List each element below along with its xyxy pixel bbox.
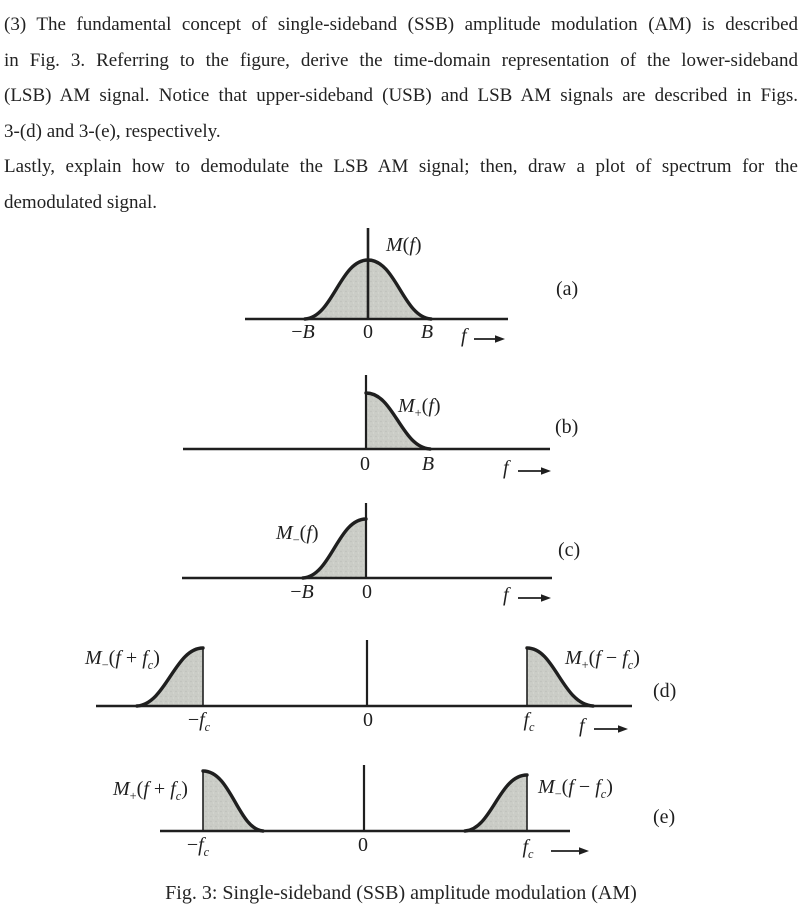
panel-e-tick-fc: $f_c$ (522, 836, 534, 861)
panel-a-tick-zero: 0 (363, 321, 373, 343)
panel-d-axis-label: f (579, 715, 585, 737)
problem-text-line: in Fig. 3. Referring to the figure, derive the time-domain representation of the lower-sideband (4, 49, 798, 71)
panel-e-right-curve-label: $M_-(f - f_c)$ (538, 776, 613, 801)
panel-a-axis-label: f (461, 325, 467, 347)
panel-e-left-curve-label: $M_+(f + f_c)$ (113, 778, 188, 803)
panel-e-tag: (e) (653, 806, 676, 828)
problem-text-line: Lastly, explain how to demodulate the LSB AM signal; then, draw a plot of spectrum for the (4, 156, 798, 178)
panel-d-tick-minus-fc: $-f_c$ (187, 709, 211, 734)
panel-d-axis-arrow-icon (594, 725, 628, 733)
panel-a-curve-label: M(f) (386, 234, 422, 256)
panel-b-axis-label: f (503, 457, 509, 479)
panel-d-tick-zero: 0 (363, 709, 373, 731)
panel-c-axis-label: f (503, 584, 509, 606)
panel-c-tick-minus-b: −B (290, 581, 314, 603)
panel-e-tick-minus-fc: $-f_c$ (186, 834, 210, 859)
panel-a-tick-minus-b: −B (291, 321, 315, 343)
panel-d-tag: (d) (653, 680, 677, 702)
panel-c-axis-arrow-icon (518, 594, 551, 602)
panel-b-axis-arrow-icon (518, 467, 551, 475)
panel-d-tick-fc: $f_c$ (523, 709, 535, 734)
panel-d-right-curve-label: $M_+(f - f_c)$ (565, 647, 640, 672)
panel-a-tick-b: B (420, 321, 434, 343)
panel-e-axis-arrow-icon (551, 847, 589, 855)
problem-text-line: 3-(d) and 3-(e), respectively. (4, 120, 221, 142)
panel-b-tick-b: B (421, 453, 435, 475)
panel-a-tag: (a) (556, 278, 579, 300)
problem-text-line: (3) The fundamental concept of single-sideband (SSB) amplitude modulation (AM) is described (4, 14, 798, 35)
panel-d-left-curve-label: $M_-(f + f_c)$ (85, 647, 160, 672)
panel-c-tag: (c) (558, 539, 581, 561)
problem-text-line: (LSB) AM signal. Notice that upper-sideband (USB) and LSB AM signals are described in Figs. (4, 85, 798, 107)
panel-c-curve-label: $M_-(f)$ (276, 522, 319, 547)
panel-e-tick-zero: 0 (358, 834, 368, 856)
panel-b-tag: (b) (555, 416, 579, 438)
figure-caption: Fig. 3: Single-sideband (SSB) amplitude modulation (AM) (165, 882, 637, 904)
panel-a-axis-arrow-icon (474, 335, 505, 343)
panel-b-tick-zero: 0 (360, 453, 370, 475)
panel-c-tick-zero: 0 (362, 581, 372, 603)
problem-text-line: demodulated signal. (4, 191, 158, 213)
panel-b-curve-label: $M_+(f)$ (398, 395, 441, 420)
